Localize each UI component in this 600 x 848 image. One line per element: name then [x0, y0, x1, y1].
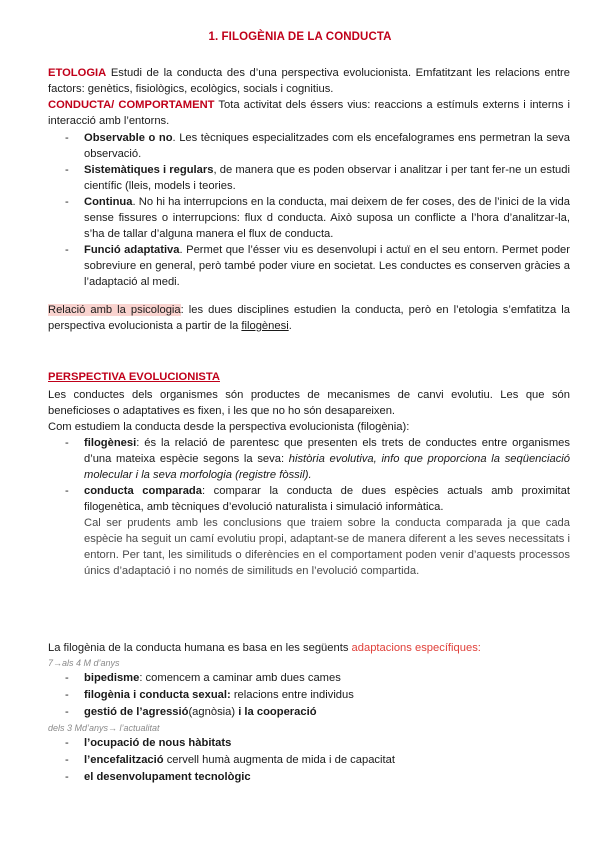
list-item	[48, 194, 570, 242]
list-item	[48, 483, 570, 515]
list-item	[48, 130, 570, 162]
list-item	[48, 162, 570, 194]
list-item	[48, 752, 570, 769]
list-item	[48, 242, 570, 290]
human-intro	[48, 640, 570, 656]
intro-section	[48, 65, 570, 290]
adaptations-list-2	[48, 735, 570, 786]
etologia-term: ETOLOGIA	[48, 67, 107, 79]
perspective-section	[48, 369, 570, 579]
relation-text: : les dues disciplines estudien la conducta, però en l’etologia s’emfatitza la perspectiva evolucionista a partir de la	[48, 304, 570, 332]
item-text: relacions entre individus	[230, 689, 354, 701]
etologia-text: Estudi de la conducta des d’una perspectiva evolucionista. Emfatitzant les relacions entre factors: genètics, fisiològics, ecològics, socials i cognitius.	[48, 67, 570, 95]
item-text: : comencem a caminar amb dues cames	[139, 672, 341, 684]
perspective-paragraph-2: Com estudiem la conducta desde la perspectiva evolucionista (filogènia):	[48, 421, 410, 433]
human-intro-text: La filogènia de la conducta humana es basa en les següents	[48, 642, 352, 654]
properties-list	[48, 130, 570, 290]
property-term: Observable o no	[84, 132, 173, 144]
page-title: 1. FILOGÈNIA DE LA CONDUCTA	[208, 31, 392, 43]
item-term: bipedisme	[84, 672, 140, 684]
perspective-list	[48, 435, 570, 515]
list-item	[48, 670, 570, 687]
adaptations-highlight: adaptacions específiques:	[351, 642, 481, 654]
conducta-text: Tota activitat dels éssers vius: reaccions a estímuls externs i interns i interacció amb l’entorns.	[48, 99, 570, 127]
section-heading: PERSPECTIVA EVOLUCIONISTA	[48, 371, 220, 383]
property-text: . Les tècniques especialitzades com els encefalogrames ens permetran la seva observació.	[84, 132, 570, 160]
list-item	[48, 769, 570, 786]
item-term: conducta comparada	[84, 485, 202, 497]
adaptations-list-1	[48, 670, 570, 721]
item-text: cervell humà augmenta de mida i de capacitat	[163, 754, 395, 766]
list-item	[48, 704, 570, 721]
conducta-term: CONDUCTA/ COMPORTAMENT	[48, 99, 215, 111]
relation-end: .	[288, 320, 292, 332]
item-term: el desenvolupament tecnològic	[84, 771, 251, 783]
item-term: filogènia i conducta sexual:	[84, 689, 231, 701]
conducta-definition	[48, 97, 570, 129]
item-term: l’encefalització	[84, 754, 164, 766]
property-text: , de manera que es poden observar i analitzar i per tant fer-ne un estudi científic (lleis, models i teories.	[84, 164, 570, 192]
item-text: : comparar la conducta de dues espècies actuals amb proximitat filogenètica, amb tècniques d’evolució naturalista i simulació informàtica.	[84, 485, 570, 513]
property-term: Funció adaptativa	[84, 244, 180, 256]
item-text: : és la relació de parentesc que presenten els trets de conductes entre organismes d’una mateixa espècie segons la seva:	[84, 437, 570, 465]
item-term: gestió de l’agressió	[84, 706, 189, 718]
list-item	[48, 435, 570, 483]
human-section	[48, 640, 570, 786]
period-label: 7→als 4 M d’anys	[48, 658, 120, 668]
list-item	[48, 735, 570, 752]
caution-paragraph: Cal ser prudents amb les conclusions que traiem sobre la conducta comparada ja que cada espècie ha seguit un camí evolutiu propi, adaptant-se de manera diferent a les seves necessitats i entorn. Per tant, les similituds o diferències en el comportament poden venir d’aquests processos únics d’adaptació i no només de similituds en l’evolució compartida.	[84, 517, 570, 577]
etologia-definition	[48, 65, 570, 97]
perspective-paragraph-1: Les conductes dels organismes són productes de mecanismes de canvi evolutiu. Les que són beneficioses o adaptatives es fixen, i les que no ho són desapareixen.	[48, 389, 570, 417]
period-label: dels 3 Md’anys→ l’actualitat	[48, 723, 160, 733]
property-text: . No hi ha interrupcions en la conducta, mai deixem de fer coses, des de l’inici de la vida sense fissures o interrupcions: flux d conducta. Això suposa un conflicte a l’hora d’analitzar-la, s’ha de tallar d’alguna manera el flux de conducta.	[84, 196, 570, 240]
item-term: i la cooperació	[235, 706, 317, 718]
item-term: l’ocupació de nous hàbitats	[84, 737, 232, 749]
property-text: . Permet que l’ésser viu es desenvolupi i actuï en el seu entorn. Permet poder sobreviure en general, però també poder viure en societat. Les conductes es conserven gràcies a l’adaptació al medi.	[84, 244, 570, 288]
item-term: filogènesi	[84, 437, 137, 449]
item-text: (agnòsia)	[188, 706, 236, 718]
property-term: Continua	[84, 196, 133, 208]
filogenesi-link[interactable]: filogènesi	[241, 320, 289, 332]
relation-paragraph	[48, 302, 570, 334]
relation-section	[48, 302, 570, 334]
list-item	[48, 687, 570, 704]
property-term: Sistemàtiques i regulars	[84, 164, 214, 176]
item-italic-text: història evolutiva, info que proporciona la seqüenciació molecular i la seva morfologia (registre fòssil).	[84, 453, 570, 481]
relation-highlight: Relació amb la psicologia	[48, 304, 181, 316]
